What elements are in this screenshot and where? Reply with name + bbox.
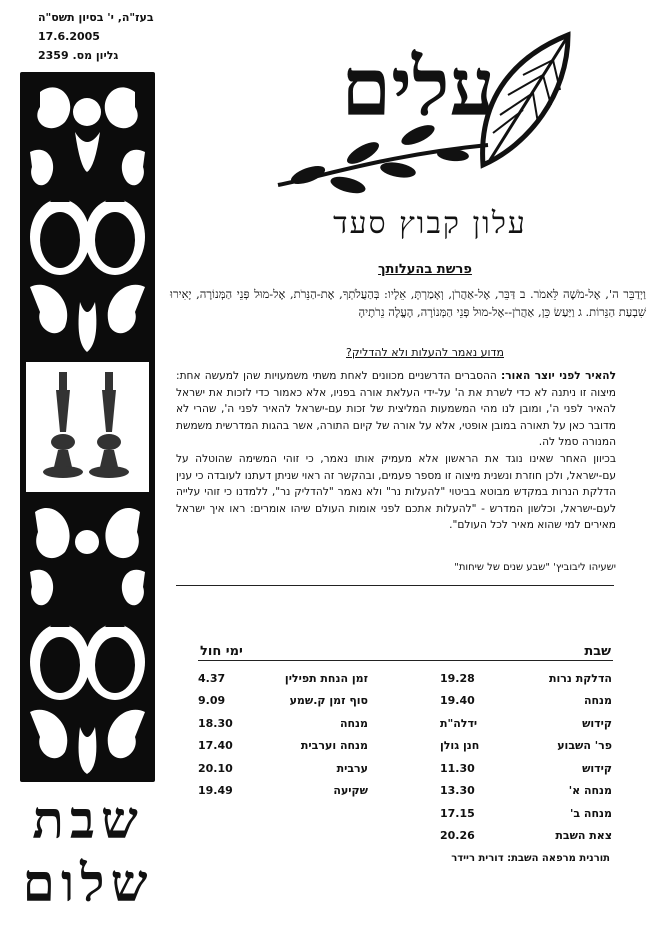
schedule-time: 11.30 <box>440 761 475 775</box>
shabbat-heading: שבת <box>584 644 611 659</box>
masthead-subtitle: עלון קבוץ סעד <box>333 206 527 241</box>
weekday-heading: ימי חול <box>200 644 243 659</box>
schedule-label: זמן הנחת תפילין <box>284 671 368 685</box>
table-row <box>440 757 612 780</box>
schedule-time: 19.40 <box>440 694 475 708</box>
weekday-times-table <box>198 667 368 802</box>
parsha-title: פרשת בהעלותך <box>378 262 472 277</box>
table-row <box>198 780 368 803</box>
schedule-time: 19.28 <box>440 671 475 685</box>
schedule-time: ידלה"ת <box>440 716 478 730</box>
schedule-label: מנחה וערבית <box>300 739 368 753</box>
article-question: מדוע נאמר להעלות ולא להדליק? <box>346 346 504 359</box>
table-row <box>198 667 368 690</box>
hebrew-date: בעז"ה, י' בסיון תשס"ה <box>38 11 154 24</box>
gregorian-date: 17.6.2005 <box>38 30 100 43</box>
issue-number: גליון מס. 2359 <box>38 49 119 62</box>
table-row <box>440 735 612 758</box>
schedule-label: פר' השבוע <box>557 739 612 753</box>
logo-text: עלים <box>341 40 495 134</box>
schedule-label: סוף זמן ק.שמע <box>289 694 368 708</box>
schedule-time: 20.10 <box>198 761 233 775</box>
table-row <box>440 780 612 803</box>
torah-verse: וַיְדַבֵּר ה', אֶל-מֹשֶׁה לֵּאמֹר. ב דַּבֵּר, אֶל-אַהֲרֹן, וְאָמַרְתָּ, אֵלָיו: בְּהַעֲלֹתְךָ, אֶת-הַנֵּרֹת, אֶל-מוּל פְּנֵי הַמְּנוֹרָה, יָאִירוּ שִׁבְעַת הַנֵּרוֹת. ג וַיַּעַשׂ כֵּן, אַהֲרֹן--אֶל-מוּל פְּנֵי הַמְּנוֹרָה, הֶעֱלָה נֵרֹתֶיהָ <box>170 287 646 319</box>
schedule-label: הדלקת נרות <box>548 671 612 685</box>
schedule-divider <box>198 660 613 661</box>
schedule-time: 18.30 <box>198 716 233 730</box>
schedule-label: מנחה <box>583 694 612 708</box>
credit-line: תורנית מרפאה השבת: דורית ריידר <box>451 853 610 864</box>
schedule-time: 17.15 <box>440 806 475 820</box>
table-row <box>440 825 612 848</box>
schedule-label: קידוש <box>582 761 612 775</box>
schedule-time: 19.49 <box>198 784 233 798</box>
masthead-logo <box>268 15 608 205</box>
table-row <box>440 802 612 825</box>
issue-header <box>38 8 158 65</box>
schedule-label: מנחה <box>339 716 368 730</box>
schedule-time: 17.40 <box>198 739 233 753</box>
article-paragraph-1: ההסברים הדרשניים מכוונים לאחת משתי משמעויות שהן למעשה אחת: מיצוה זו ניתנה לא כדי לשרת את ה' על-ידי העלאת אורה בפניו, אלא כאמור כדי לזכות את ישראל להאיר לפני ה', ומובן לנו מהי המשמעות המליצית של זכות עם-ישראל להאיר לפני ה', שהרי לא מדובר כאן על תאורה במובן אופטי, אלא על אורה של קיום התורה, אשר בהגות המדרשית משמשת המנורה סמל לה. <box>176 370 616 449</box>
table-row <box>440 712 612 735</box>
shabbat-word: שבת <box>32 790 144 851</box>
ornament-pattern <box>20 72 155 782</box>
schedule-time: 9.09 <box>198 694 226 708</box>
schedule-time: 4.37 <box>198 671 226 685</box>
shabbat-times-table <box>440 667 612 847</box>
table-row <box>198 690 368 713</box>
schedule-label: ערבית <box>336 761 368 775</box>
schedule-label: צאת השבת <box>555 829 612 843</box>
schedule-label: מנחה ב' <box>570 806 612 820</box>
schedule-time: 20.26 <box>440 829 475 843</box>
schedule-time: חנן גולן <box>440 739 480 753</box>
leaf-logo-icon <box>268 15 608 205</box>
article-lead: להאיר לפני יוצר האור: <box>501 370 616 382</box>
table-row <box>198 757 368 780</box>
schedule-label: מנחה א' <box>568 784 612 798</box>
schedule-label: קידוש <box>582 716 612 730</box>
schedule-label: שקיעה <box>333 784 368 798</box>
ornamental-side-strip <box>20 72 155 782</box>
table-row <box>440 667 612 690</box>
article-body <box>176 368 616 534</box>
article-signature: ישעיהו ליבוביץ' "שבע שנים של שיחות" <box>454 562 616 573</box>
divider <box>176 585 614 586</box>
schedule-time: 13.30 <box>440 784 475 798</box>
table-row <box>198 735 368 758</box>
table-row <box>198 712 368 735</box>
table-row <box>440 690 612 713</box>
shalom-word: שלום <box>22 853 154 914</box>
article-paragraph-2: בכיוון האחר שאינו נוגד את הראשון אלא מעמיק אותו נאמר, כי זוהי המשימה שהוטלה על עם-ישראל, ולכן חוזרת ונשנית מיצוה זו מספר פעמים, ובהקשר זה ראוי שניתן דעתנו לעובדה כי ענין הדלקת הנרות במקדש מבוטא בביטוי "להעלות נר" ולא נאמר "להדליק נר", ללמדנו כי זוהי עלייה לעם-ישראל, וכלשון המדרש - "להעלות אתכם לפני אומות העולם שיהו אומרים: ראו איך ישראל מאירים למי שהוא מאיר לכל העולם". <box>176 452 616 532</box>
